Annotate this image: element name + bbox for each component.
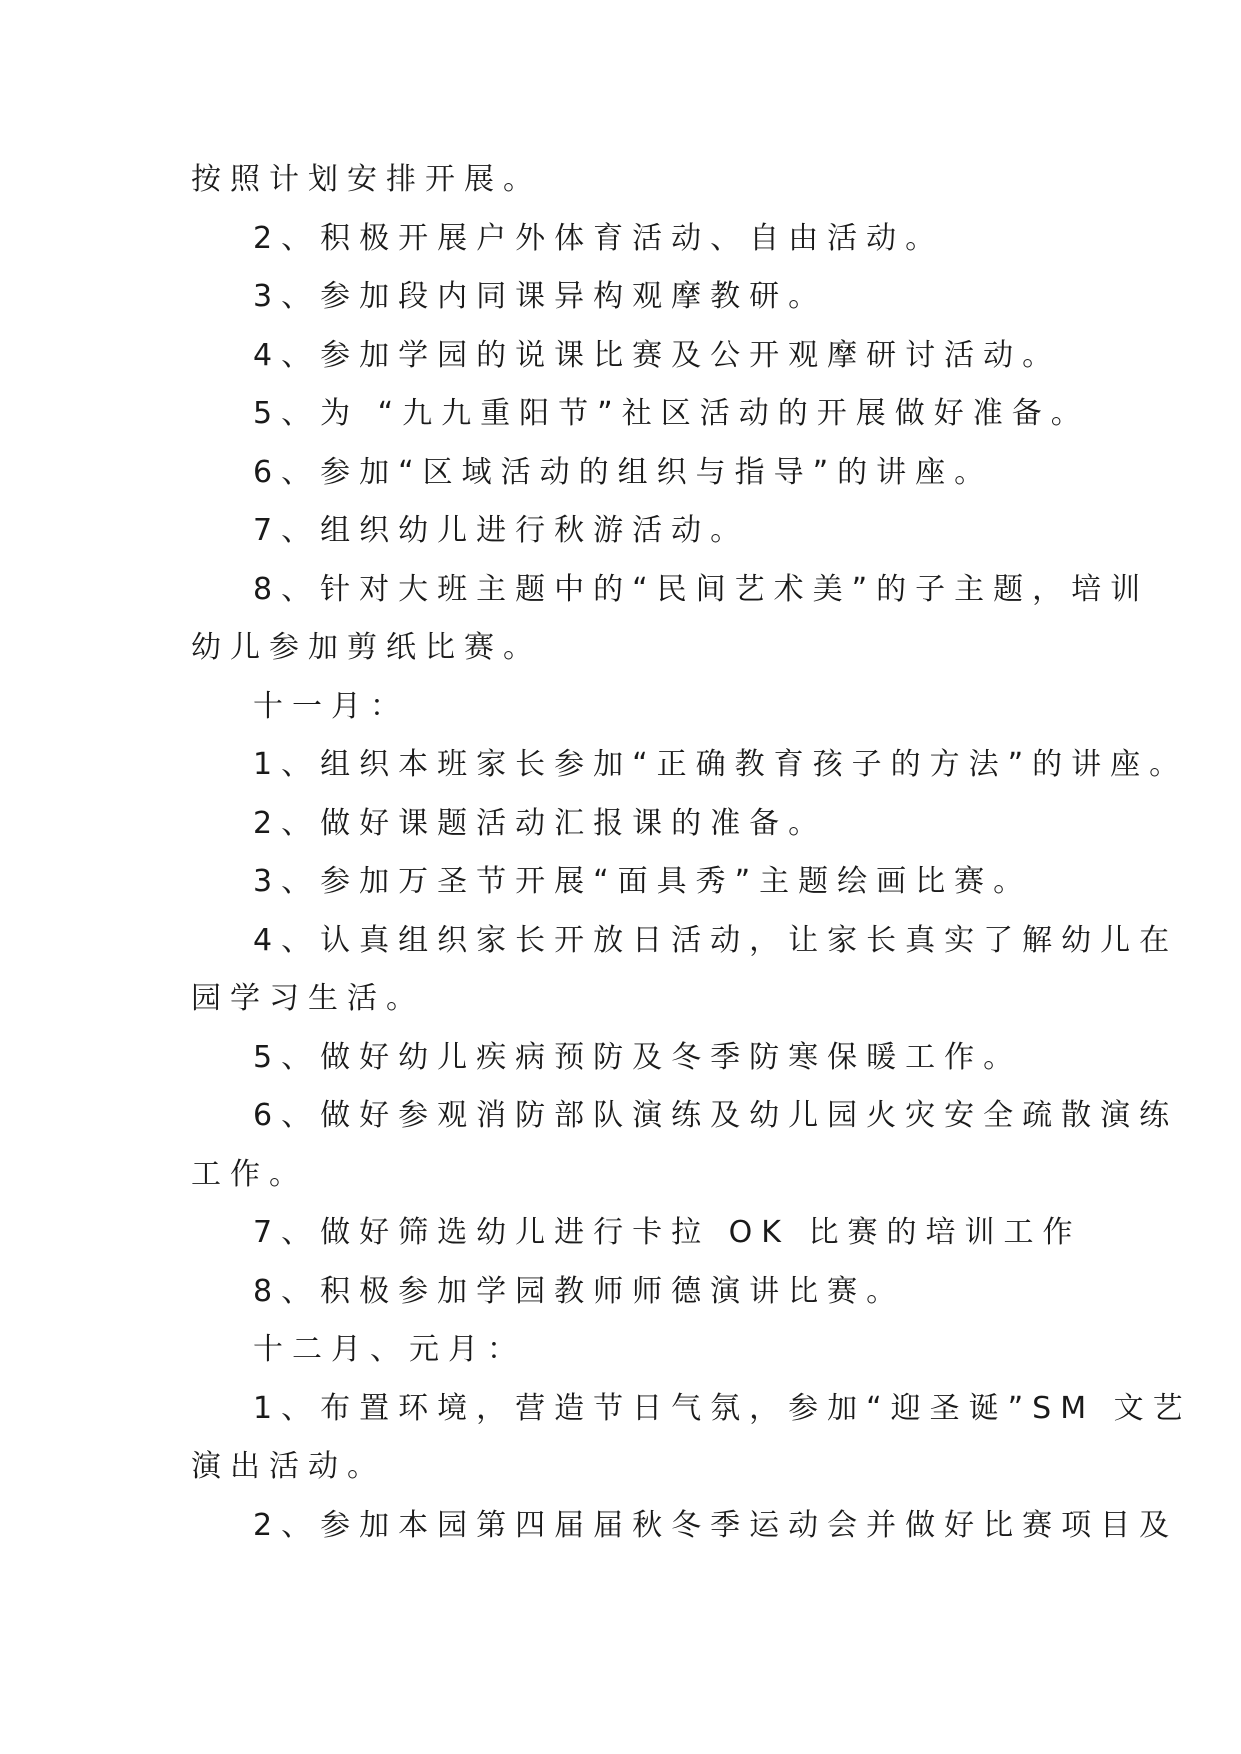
text-line-13: 3、参加万圣节开展“面具秀”主题绘画比赛。	[253, 864, 1033, 899]
text-line-17: 6、做好参观消防部队演练及幼儿园火灾安全疏散演练	[253, 1098, 1179, 1133]
text-line-22: 1、布置环境，营造节日气氛，参加“迎圣诞”SM 文艺	[253, 1390, 1192, 1426]
text-line-2: 2、积极开展户外体育活动、自由活动。	[253, 220, 945, 256]
text-line-6: 6、参加“区域活动的组织与指导”的讲座。	[253, 454, 994, 490]
text-line-4: 4、参加学园的说课比赛及公开观摩研讨活动。	[253, 337, 1062, 373]
text-line-9: 幼儿参加剪纸比赛。	[191, 630, 542, 665]
text-line-20: 8、积极参加学园教师师德演讲比赛。	[253, 1273, 906, 1309]
text-line-1: 按照计划安排开展。	[191, 162, 542, 197]
text-line-18: 工作。	[191, 1156, 308, 1192]
text-line-15: 园学习生活。	[191, 981, 425, 1016]
text-line-8: 8、针对大班主题中的“民间艺术美”的子主题，培训	[253, 571, 1150, 607]
text-line-16: 5、做好幼儿疾病预防及冬季防寒保暖工作。	[253, 1039, 1023, 1075]
text-line-7: 7、组织幼儿进行秋游活动。	[253, 513, 750, 548]
section-heading-december-january: 十二月、元月：	[253, 1332, 526, 1367]
text-line-14: 4、认真组织家长开放日活动，让家长真实了解幼儿在	[253, 922, 1179, 958]
text-line-19: 7、做好筛选幼儿进行卡拉 OK 比赛的培训工作	[253, 1215, 1082, 1250]
text-line-5: 5、为 “九九重阳节”社区活动的开展做好准备。	[253, 396, 1090, 431]
text-line-11: 1、组织本班家长参加“正确教育孩子的方法”的讲座。	[253, 747, 1189, 782]
text-line-24: 2、参加本园第四届届秋冬季运动会并做好比赛项目及	[253, 1507, 1179, 1543]
text-line-3: 3、参加段内同课异构观摩教研。	[253, 279, 828, 314]
section-heading-november: 十一月：	[253, 688, 409, 724]
text-line-23: 演出活动。	[191, 1449, 386, 1484]
text-line-12: 2、做好课题活动汇报课的准备。	[253, 805, 828, 841]
document-body	[191, 151, 1192, 1555]
